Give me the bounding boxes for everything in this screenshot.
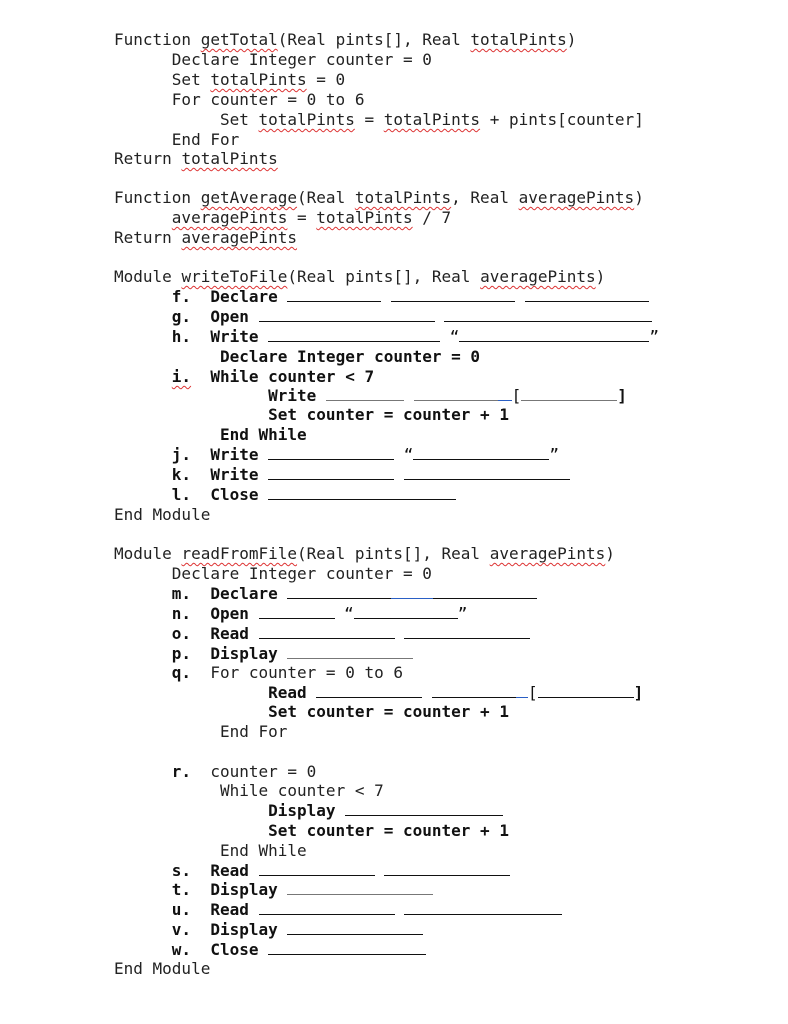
- get-total-set-line: Set totalPints = 0: [171, 70, 346, 89]
- answer-blank[interactable]: [259, 604, 335, 619]
- answer-blank[interactable]: [268, 445, 394, 460]
- answer-blank[interactable]: [287, 644, 413, 659]
- answer-blank[interactable]: [259, 624, 395, 639]
- item-r-set-line: Set counter = counter + 1: [268, 821, 509, 840]
- get-average-return-line: Return averagePints: [114, 228, 298, 247]
- item-q-line: q. For counter = 0 to 6: [171, 663, 403, 682]
- answer-blank[interactable]: [413, 445, 549, 460]
- answer-blank[interactable]: [268, 940, 426, 955]
- item-u-line: u. Read: [114, 900, 562, 920]
- item-i-line: i. While counter < 7: [171, 367, 375, 386]
- get-total-for-line: For counter = 0 to 6: [171, 90, 365, 109]
- answer-blank[interactable]: [525, 287, 649, 302]
- answer-blank[interactable]: [444, 307, 652, 322]
- item-o-line: o. Read: [114, 624, 530, 644]
- answer-blank[interactable]: [259, 900, 395, 915]
- write-end-module-line: End Module: [114, 505, 211, 524]
- item-j-line: j. Write “ ”: [171, 445, 560, 464]
- answer-blank[interactable]: [268, 485, 456, 500]
- answer-blank[interactable]: [404, 900, 562, 915]
- item-i-end-while-line: End While: [219, 425, 307, 444]
- get-total-return-line: Return totalPints: [114, 149, 278, 168]
- item-f-line: f. Declare: [114, 287, 649, 307]
- get-total-end-for-line: End For: [171, 130, 240, 149]
- item-h-line: h. Write “ ”: [171, 327, 660, 346]
- item-w-line: w. Close: [114, 940, 426, 960]
- item-g-line: g. Open: [114, 307, 652, 327]
- write-declare-counter-line: Declare Integer counter = 0: [219, 347, 481, 366]
- item-r-end-while-line: End While: [219, 841, 307, 860]
- answer-blank[interactable]: [459, 327, 649, 342]
- item-q-end-for-line: End For: [219, 722, 288, 741]
- get-total-header: Function getTotal(Real pints[], Real totalPints): [114, 30, 577, 49]
- answer-blank[interactable]: [287, 920, 423, 935]
- item-i-set-line: Set counter = counter + 1: [268, 405, 509, 424]
- answer-blank[interactable]: [391, 584, 433, 599]
- answer-blank[interactable]: [326, 386, 404, 401]
- answer-blank[interactable]: [316, 683, 422, 698]
- item-i-write-line: Write [ ]: [268, 386, 627, 405]
- item-q-read-line: Read [ ]: [268, 683, 644, 702]
- answer-blank[interactable]: [498, 386, 512, 401]
- get-average-body-line: averagePints = totalPints / 7: [171, 208, 452, 227]
- read-end-module-line: End Module: [114, 959, 211, 978]
- get-average-header: Function getAverage(Real totalPints, Real averagePints): [114, 188, 644, 207]
- answer-blank[interactable]: [287, 584, 391, 599]
- item-r-line: r. counter = 0: [171, 762, 317, 781]
- item-s-line: s. Read: [114, 861, 510, 881]
- answer-blank[interactable]: [404, 624, 530, 639]
- answer-blank[interactable]: [259, 861, 375, 876]
- answer-blank[interactable]: [433, 584, 537, 599]
- answer-blank[interactable]: [345, 801, 503, 816]
- item-r-display-line: Display: [114, 801, 503, 821]
- answer-blank[interactable]: [414, 386, 498, 401]
- write-to-file-header: Module writeToFile(Real pints[], Real averagePints): [114, 267, 606, 286]
- answer-blank[interactable]: [268, 465, 394, 480]
- get-total-declare-line: Declare Integer counter = 0: [171, 50, 432, 69]
- item-l-line: l. Close: [114, 485, 456, 505]
- answer-blank[interactable]: [521, 386, 617, 401]
- item-q-set-line: Set counter = counter + 1: [268, 702, 509, 721]
- answer-blank[interactable]: [538, 683, 634, 698]
- read-declare-counter-line: Declare Integer counter = 0: [171, 564, 432, 583]
- item-m-line: m. Declare: [114, 584, 537, 604]
- item-t-line: t. Display: [114, 880, 433, 900]
- answer-blank[interactable]: [391, 287, 515, 302]
- read-from-file-header: Module readFromFile(Real pints[], Real averagePints): [114, 544, 615, 563]
- item-v-line: v. Display: [114, 920, 423, 940]
- answer-blank[interactable]: [354, 604, 458, 619]
- answer-blank[interactable]: [287, 880, 433, 895]
- item-k-line: k. Write: [114, 465, 570, 485]
- item-p-line: p. Display: [114, 644, 413, 664]
- answer-blank[interactable]: [516, 683, 528, 698]
- answer-blank[interactable]: [432, 683, 516, 698]
- get-total-body-line: Set totalPints = totalPints + pints[counter]: [219, 110, 644, 129]
- item-r-while-line: While counter < 7: [219, 781, 384, 800]
- answer-blank[interactable]: [268, 327, 440, 342]
- answer-blank[interactable]: [404, 465, 570, 480]
- answer-blank[interactable]: [287, 287, 381, 302]
- item-n-line: n. Open “ ”: [171, 604, 468, 623]
- answer-blank[interactable]: [384, 861, 510, 876]
- answer-blank[interactable]: [259, 307, 435, 322]
